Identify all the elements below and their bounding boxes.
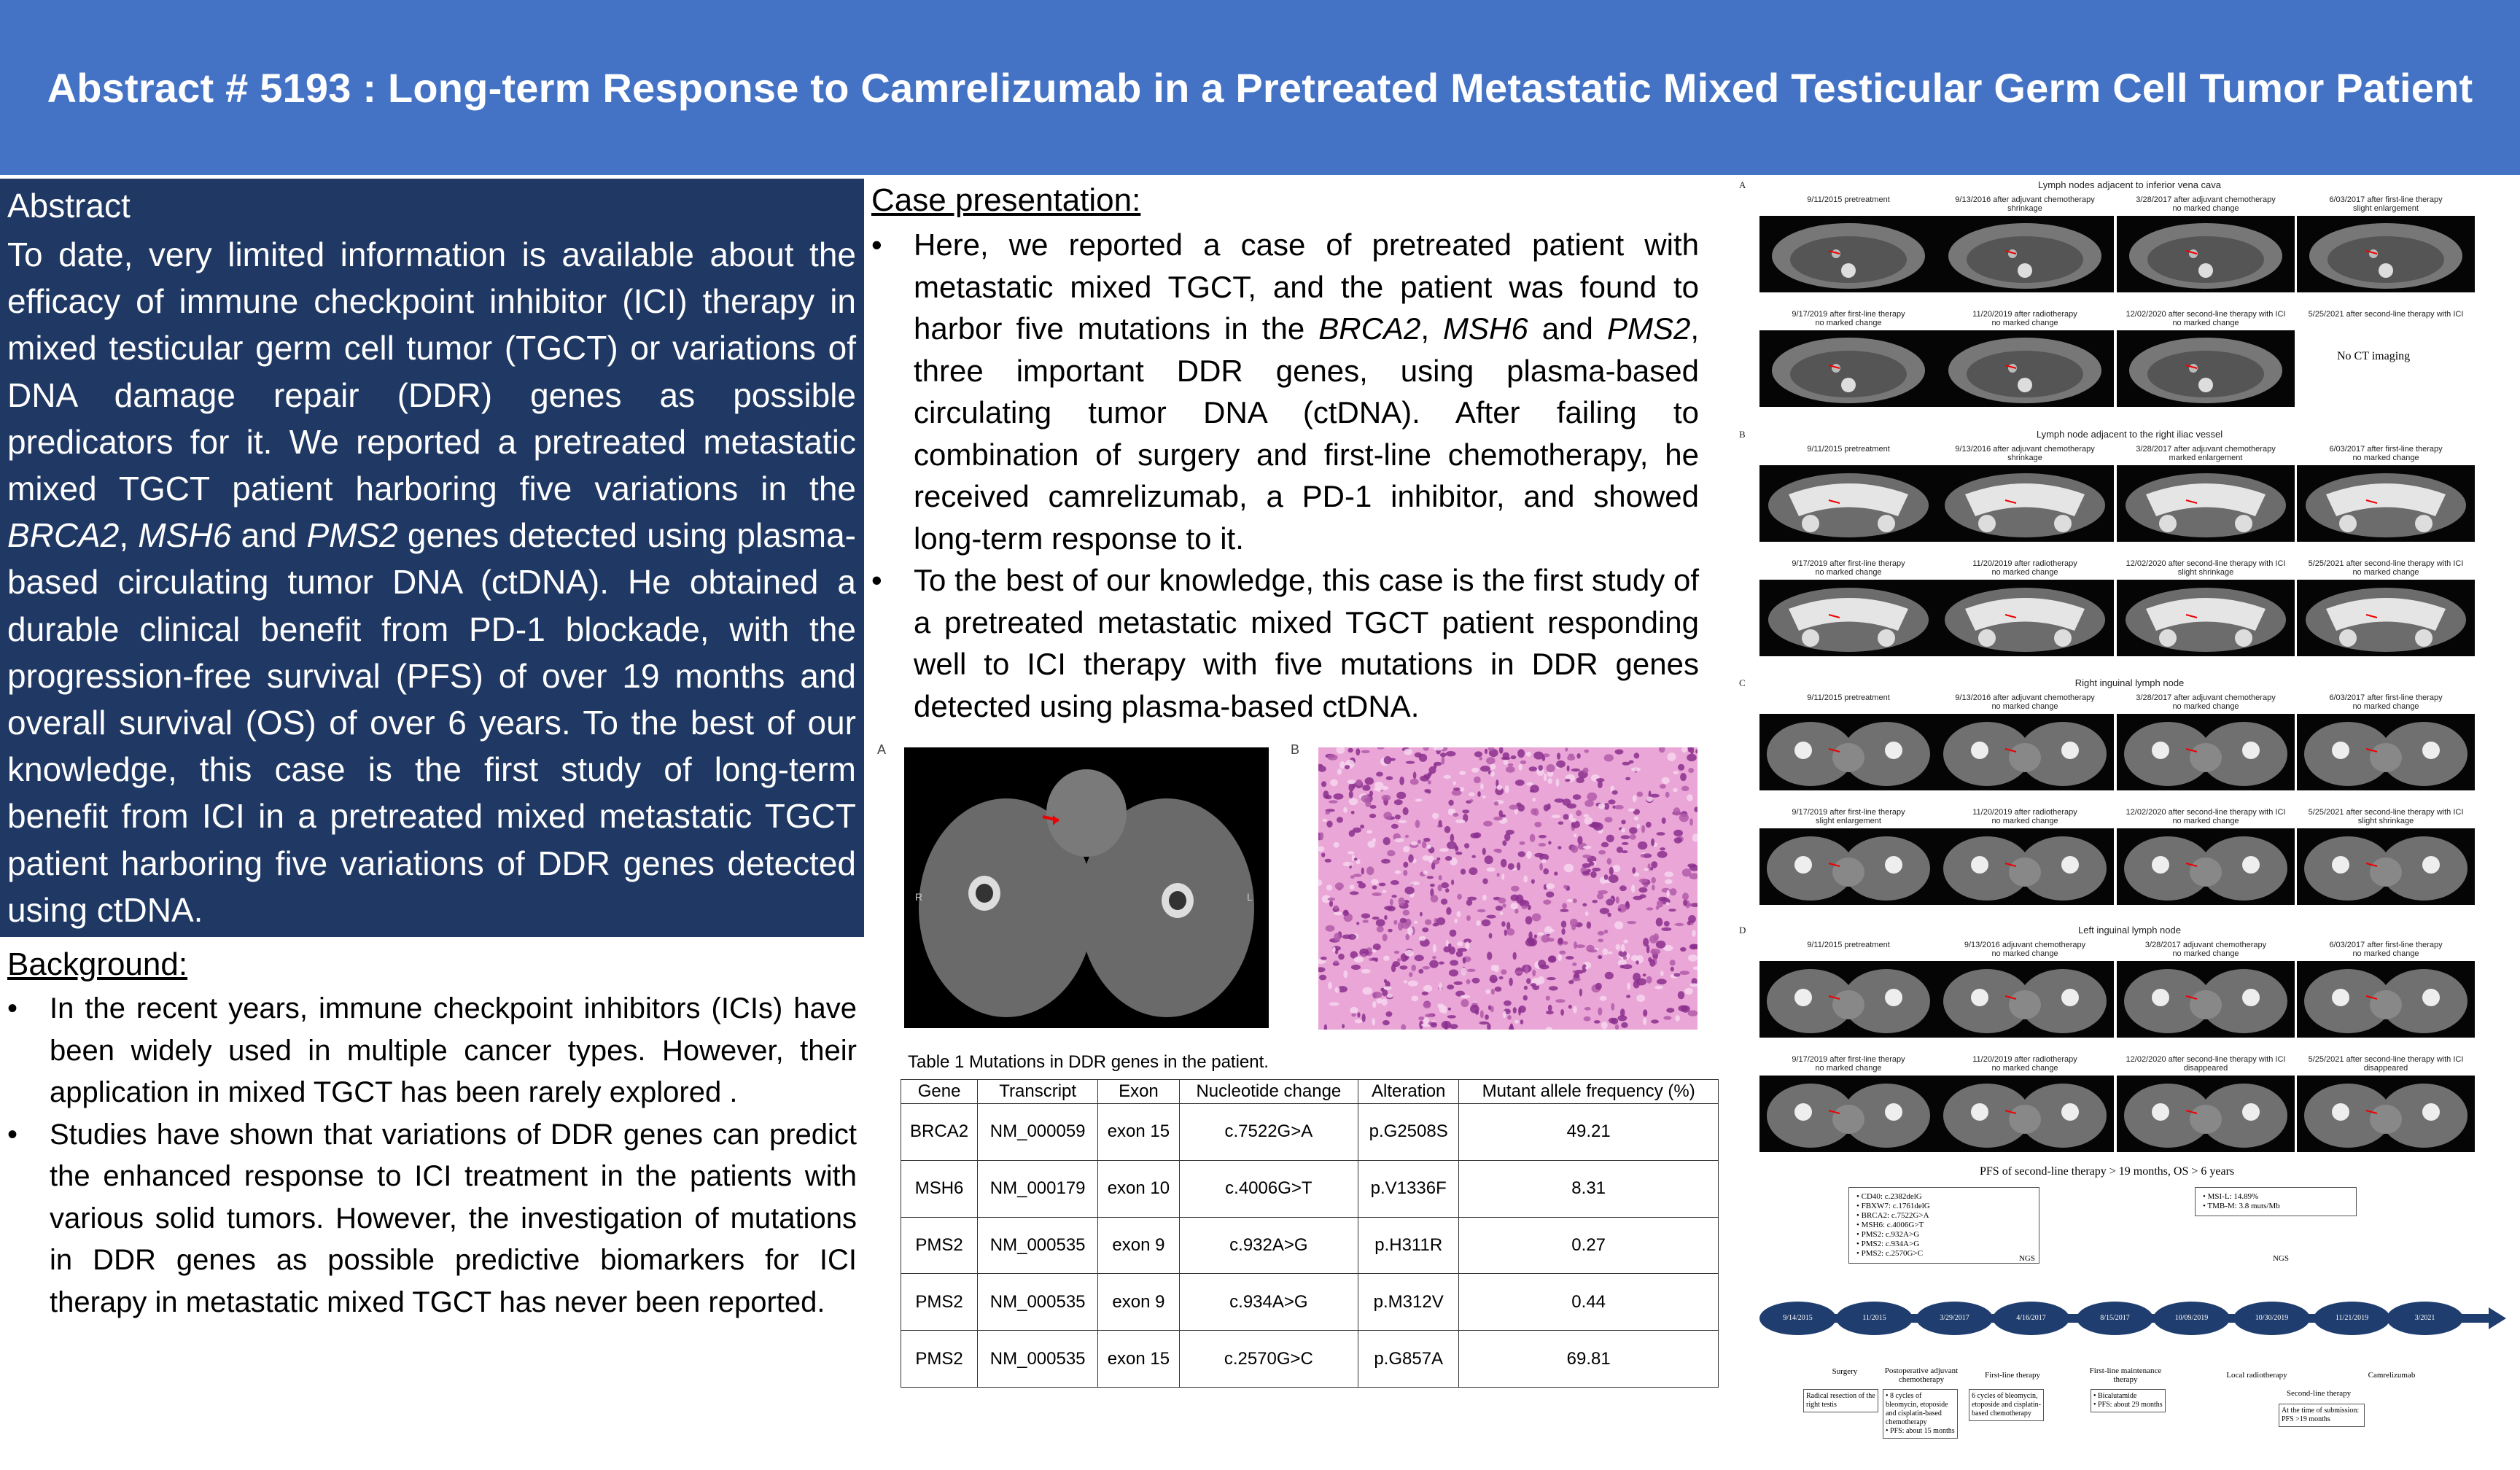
ct-scan-thumbnail (2297, 828, 2475, 905)
table-cell: p.G857A (1358, 1331, 1459, 1388)
table-caption: Table 1 Mutations in DDR genes in the patient. (908, 1052, 1269, 1072)
table-cell: exon 15 (1098, 1104, 1179, 1161)
ct-scan-thumbnail (1936, 465, 2114, 542)
table-cell: PMS2 (901, 1217, 978, 1274)
ngs-mutation-box (1848, 1187, 2039, 1264)
scan-caption: 9/11/2015 pretreatment (1807, 445, 1890, 454)
ct-scan-thumbnail (1936, 330, 2114, 407)
group-title: Lymph nodes adjacent to inferior vena cava (2037, 179, 2221, 190)
table-cell: exon 15 (1098, 1331, 1179, 1388)
gene-name: MSH6 (138, 516, 232, 555)
group-title: Left inguinal lymph node (2078, 925, 2181, 936)
figure-label-b: B (1291, 742, 1300, 757)
list-item (871, 559, 1699, 727)
bullet-text: and (1528, 311, 1607, 346)
scan-caption: 12/02/2020 after second-line therapy with ICI disappeared (2126, 1055, 2286, 1073)
timeline-detail-box: • 8 cycles of bleomycin, etoposide and cisplatin-based chemotherapy • PFS: about 15 months (1883, 1389, 1958, 1439)
scan-caption: 9/11/2015 pretreatment (1807, 693, 1890, 702)
ct-scan-thumbnail (1759, 330, 1937, 407)
timeline-arrow-icon (2489, 1307, 2506, 1329)
bullet-text: Here, we reported a case of pretreated patient with metastatic mixed TGCT, and the patient was found to harbor five mutations in the (914, 228, 1699, 346)
group-label: B (1739, 429, 1746, 440)
ngs-mutation-item: • PMS2: c.2570G>C (1856, 1249, 1924, 1258)
gene-name: BRCA2 (1318, 311, 1421, 346)
ct-scan-thumbnail (2297, 465, 2475, 542)
timeline-stage-label: Surgery (1832, 1367, 1858, 1376)
timeline-node: 11/21/2019 (2314, 1302, 2390, 1335)
ct-scan-thumbnail (1759, 714, 1937, 790)
ct-scan-thumbnail (1759, 828, 1937, 905)
column-header: Transcript (978, 1080, 1098, 1104)
bullet-text: Studies have shown that variations of DDR genes can predict the enhanced response to ICI treatment in the patients with various solid tumors. However, the investigation of mutations in DDR genes as possible predictive biomarkers for ICI therapy in metastatic mixed TGCT has never been reported. (50, 1118, 857, 1318)
figure-label-a: A (877, 742, 887, 757)
bullet-text: , (1420, 311, 1444, 346)
ngs-mutation-item: • PMS2: c.932A>G (1856, 1230, 1920, 1239)
abstract-text-part: , (119, 516, 139, 555)
table-cell: c.4006G>T (1179, 1160, 1358, 1217)
table-cell: NM_000535 (978, 1331, 1098, 1388)
scan-caption: 6/03/2017 after first-line therapy no marked change (2329, 941, 2443, 958)
abstract-panel (0, 179, 864, 937)
scan-caption: 6/03/2017 after first-line therapy no marked change (2329, 693, 2443, 711)
poster-header (0, 0, 2520, 175)
ngs-mutation-item: • MSH6: c.4006G>T (1856, 1221, 1924, 1229)
timeline-detail-box: At the time of submission: PFS >19 months (2279, 1404, 2365, 1427)
ct-scan-thumbnail (2117, 580, 2295, 656)
abstract-text (7, 231, 856, 933)
table-row (901, 1274, 1719, 1331)
table-cell: MSH6 (901, 1160, 978, 1217)
ngs-mutation-item: • BRCA2: c.7522G>A (1856, 1211, 1929, 1220)
ct-scan-image (904, 747, 1269, 1028)
table-cell: c.2570G>C (1179, 1331, 1358, 1388)
case-heading: Case presentation: (871, 182, 1141, 218)
table-cell: PMS2 (901, 1331, 978, 1388)
scan-caption: 5/25/2021 after second-line therapy with ICI no marked change (2308, 559, 2464, 577)
abstract-text-part: To date, very limited information is available about the efficacy of immune checkpoint inhibitor (ICI) therapy in mixed testicular germ cell tumor (TGCT) or variations of DNA damage repair (DDR) genes as possible predicators for it. We reported a pretreated metastatic mixed TGCT patient harboring five variations in the (7, 236, 856, 508)
abstract-heading: Abstract (7, 187, 131, 225)
background-heading: Background: (7, 946, 188, 982)
timeline-stage-label: First-line maintenance therapy (2089, 1366, 2162, 1384)
scan-caption: 5/25/2021 after second-line therapy with ICI slight shrinkage (2308, 808, 2464, 825)
imaging-figure (1739, 175, 2520, 1470)
bullet-icon: • (7, 992, 18, 1024)
gene-name: PMS2 (306, 516, 398, 555)
table-cell: 0.27 (1459, 1217, 1719, 1274)
timeline-node: 8/15/2017 (2077, 1302, 2153, 1335)
table-row (901, 1331, 1719, 1388)
table-cell: 0.44 (1459, 1274, 1719, 1331)
table-cell: PMS2 (901, 1274, 978, 1331)
group-label: A (1739, 179, 1746, 190)
table-cell: 69.81 (1459, 1331, 1719, 1388)
ngs-biomarker-item: • MSI-L: 14.89% (2203, 1192, 2259, 1201)
group-label: C (1739, 677, 1746, 688)
scan-caption: 6/03/2017 after first-line therapy slight enlargement (2329, 195, 2443, 213)
ct-scan-thumbnail (1936, 216, 2114, 292)
background-list (7, 988, 857, 1323)
scan-caption: 3/28/2017 after adjuvant chemotherapy no marked change (2136, 693, 2276, 711)
ct-scan-thumbnail (1759, 961, 1937, 1038)
group-label: D (1739, 925, 1746, 936)
ngs-mutation-item: • PMS2: c.934A>G (1856, 1240, 1920, 1248)
scan-caption: 9/17/2019 after first-line therapy no marked change (1792, 1055, 1905, 1073)
table-cell: exon 10 (1098, 1160, 1179, 1217)
scan-caption: 3/28/2017 after adjuvant chemotherapy marked enlargement (2136, 445, 2276, 462)
scan-caption: 3/28/2017 adjuvant chemotherapy no marked change (2144, 941, 2267, 958)
column-header: Nucleotide change (1179, 1080, 1358, 1104)
abstract-text-part: and (231, 516, 307, 555)
ct-scan-thumbnail (2297, 216, 2475, 292)
ngs-label: NGS (2018, 1254, 2035, 1263)
list-item (871, 224, 1699, 559)
ngs-mutation-item: • CD40: c.2382delG (1856, 1192, 1922, 1201)
table-cell: c.934A>G (1179, 1274, 1358, 1331)
ngs-label: NGS (2272, 1254, 2289, 1263)
scan-caption: 9/11/2015 pretreatment (1807, 195, 1890, 204)
table-row (901, 1104, 1719, 1161)
ct-scan-thumbnail (1936, 580, 2114, 656)
ct-scan-thumbnail (2117, 1076, 2295, 1152)
ct-scan-thumbnail (2117, 465, 2295, 542)
timeline-node: 3/2021 (2387, 1302, 2463, 1335)
ngs-biomarker-item: • TMB-M: 3.8 muts/Mb (2203, 1202, 2280, 1210)
table-row (901, 1217, 1719, 1274)
table-cell: 49.21 (1459, 1104, 1719, 1161)
scan-caption: 12/02/2020 after second-line therapy with ICI no marked change (2126, 808, 2286, 825)
scan-caption: 9/17/2019 after first-line therapy no marked change (1792, 310, 1905, 327)
table-cell: p.V1336F (1358, 1160, 1459, 1217)
abstract-text-part: genes detected using plasma-based circulating tumor DNA (ctDNA). He obtained a durable clinical benefit from PD-1 blockade, with the progression-free survival (PFS) of over 19 months and overall survival (OS) of over 6 years. To the best of our knowledge, this case is the first study of long-term benefit from ICI in a pretreated mixed metastatic TGCT patient harboring five variations of DDR genes detected using ctDNA. (7, 516, 857, 929)
column-header: Alteration (1358, 1080, 1459, 1104)
scan-caption: 11/20/2019 after radiotherapy no marked change (1972, 559, 2077, 577)
ct-scan-thumbnail (1759, 1076, 1937, 1152)
ct-scan-thumbnail (1936, 961, 2114, 1038)
group-title: Lymph node adjacent to the right iliac vessel (2036, 429, 2223, 440)
scan-caption: 5/25/2021 after second-line therapy with ICI (2308, 310, 2464, 319)
ct-scan-thumbnail (1759, 580, 1937, 656)
bullet-icon: • (7, 1118, 18, 1151)
bullet-text: To the best of our knowledge, this case is the first study of a pretreated metastatic mixed TGCT patient responding well to ICI therapy with five mutations in DDR genes detected using plasma-based ctDNA. (914, 563, 1699, 723)
table-cell: NM_000059 (978, 1104, 1098, 1161)
scan-caption: 9/11/2015 pretreatment (1807, 941, 1890, 949)
bullet-icon: • (871, 563, 882, 597)
bullet-icon: • (871, 228, 882, 262)
scan-caption: 9/17/2019 after first-line therapy slight enlargement (1792, 808, 1905, 825)
mutation-table (901, 1079, 1719, 1388)
table-cell: BRCA2 (901, 1104, 978, 1161)
timeline-stage-label: Postoperative adjuvant chemotherapy (1884, 1366, 1959, 1384)
ct-mark-r: R (915, 891, 923, 903)
scan-caption: 5/25/2021 after second-line therapy with ICI disappeared (2308, 1055, 2464, 1073)
column-header: Exon (1098, 1080, 1179, 1104)
pfs-os-text: PFS of second-line therapy > 19 months, OS > 6 years (1980, 1165, 2235, 1178)
scan-caption: 11/20/2019 after radiotherapy no marked change (1972, 310, 2077, 327)
scan-caption: 9/13/2016 adjuvant chemotherapy no marked change (1964, 941, 2086, 958)
table-cell: p.M312V (1358, 1274, 1459, 1331)
scan-caption: 9/17/2019 after first-line therapy no marked change (1792, 559, 1905, 577)
table-cell: c.7522G>A (1179, 1104, 1358, 1161)
scan-caption: 6/03/2017 after first-line therapy no marked change (2329, 445, 2443, 462)
timeline-stage-label: Second-line therapy (2286, 1389, 2352, 1398)
ct-scan-thumbnail (1759, 216, 1937, 292)
table-header-row (901, 1080, 1719, 1104)
scan-caption: 9/13/2016 after adjuvant chemotherapy shrinkage (1955, 195, 2095, 213)
table-cell: c.932A>G (1179, 1217, 1358, 1274)
ct-scan-thumbnail (2117, 961, 2295, 1038)
timeline-detail-box: • Bicalutamide • PFS: about 29 months (2091, 1389, 2166, 1412)
table-cell: exon 9 (1098, 1217, 1179, 1274)
ct-scan-thumbnail (1936, 714, 2114, 790)
list-item (7, 1114, 857, 1324)
ct-scan-thumbnail (2297, 580, 2475, 656)
ct-scan-thumbnail (1759, 465, 1937, 542)
timeline-node: 10/09/2019 (2153, 1302, 2230, 1335)
ct-scan-thumbnail (2117, 330, 2295, 407)
scan-caption: 9/13/2016 after adjuvant chemotherapy no marked change (1955, 693, 2095, 711)
column-header: Gene (901, 1080, 978, 1104)
ct-scan-thumbnail (2117, 828, 2295, 905)
gene-name: PMS2 (1606, 311, 1691, 346)
table-cell: NM_000535 (978, 1274, 1098, 1331)
ct-scan-thumbnail (2117, 216, 2295, 292)
scan-caption: 12/02/2020 after second-line therapy with ICI slight shrinkage (2126, 559, 2286, 577)
table-cell: p.G2508S (1358, 1104, 1459, 1161)
scan-caption: 3/28/2017 after adjuvant chemotherapy no marked change (2136, 195, 2276, 213)
column-header: Mutant allele frequency (%) (1459, 1080, 1719, 1104)
timeline-stage-label: First-line therapy (1984, 1371, 2041, 1380)
timeline-node: 9/14/2015 (1759, 1302, 1836, 1335)
timeline-detail-box: Radical resection of the right testis (1803, 1389, 1878, 1412)
gene-name: BRCA2 (7, 516, 120, 555)
table-cell: NM_000179 (978, 1160, 1098, 1217)
poster-title: Abstract # 5193 : Long-term Response to Camrelizumab in a Pretreated Metastatic Mixed Testicular Germ Cell Tumor Patient (47, 65, 2473, 111)
bullet-text: In the recent years, immune checkpoint inhibitors (ICIs) have been widely used in multiple cancer types. However, their application in mixed TGCT has been rarely explored . (50, 992, 857, 1108)
ct-scan-thumbnail (1936, 828, 2114, 905)
table-cell: 8.31 (1459, 1160, 1719, 1217)
table-cell: NM_000535 (978, 1217, 1098, 1274)
timeline-stage-label: Local radiotherapy (2226, 1371, 2287, 1380)
scan-caption: 12/02/2020 after second-line therapy with ICI no marked change (2126, 310, 2286, 327)
table-cell: p.H311R (1358, 1217, 1459, 1274)
timeline-node: 4/16/2017 (1993, 1302, 2069, 1335)
no-ct-label: No CT imaging (2337, 350, 2411, 362)
gene-name: MSH6 (1443, 311, 1528, 346)
timeline-node: 10/30/2019 (2233, 1302, 2310, 1335)
case-list (871, 224, 1699, 727)
group-title: Right inguinal lymph node (2074, 677, 2185, 688)
table-row (901, 1160, 1719, 1217)
timeline-stage-label: Camrelizumab (2368, 1371, 2416, 1380)
ngs-mutation-item: • FBXW7: c.1761delG (1856, 1202, 1930, 1210)
histology-image (1318, 747, 1698, 1030)
list-item (7, 988, 857, 1114)
ct-scan-thumbnail (1936, 1076, 2114, 1152)
ngs-msi-tmb-box (2195, 1187, 2357, 1216)
ct-scan-thumbnail (2117, 714, 2295, 790)
ct-scan-thumbnail (2297, 961, 2475, 1038)
ct-scan-thumbnail (2297, 1076, 2475, 1152)
table-cell: exon 9 (1098, 1274, 1179, 1331)
timeline-detail-box: 6 cycles of bleomycin, etoposide and cisplatin-based chemotherapy (1969, 1389, 2044, 1421)
timeline-node: 11/2015 (1836, 1302, 1913, 1335)
bullet-text: , three important DDR genes, using plasma-based circulating tumor DNA (ctDNA). After failing to combination of surgery and first-line chemotherapy, he received camrelizumab, a PD-1 inhibitor, and showed long-term response to it. (914, 311, 1699, 556)
scan-caption: 11/20/2019 after radiotherapy no marked change (1972, 1055, 2077, 1073)
scan-caption: 11/20/2019 after radiotherapy no marked change (1972, 808, 2077, 825)
ct-mark-l: L (1247, 891, 1253, 903)
ct-scan-thumbnail (2297, 714, 2475, 790)
timeline-node: 3/29/2017 (1916, 1302, 1993, 1335)
scan-caption: 9/13/2016 after adjuvant chemotherapy shrinkage (1955, 445, 2095, 462)
